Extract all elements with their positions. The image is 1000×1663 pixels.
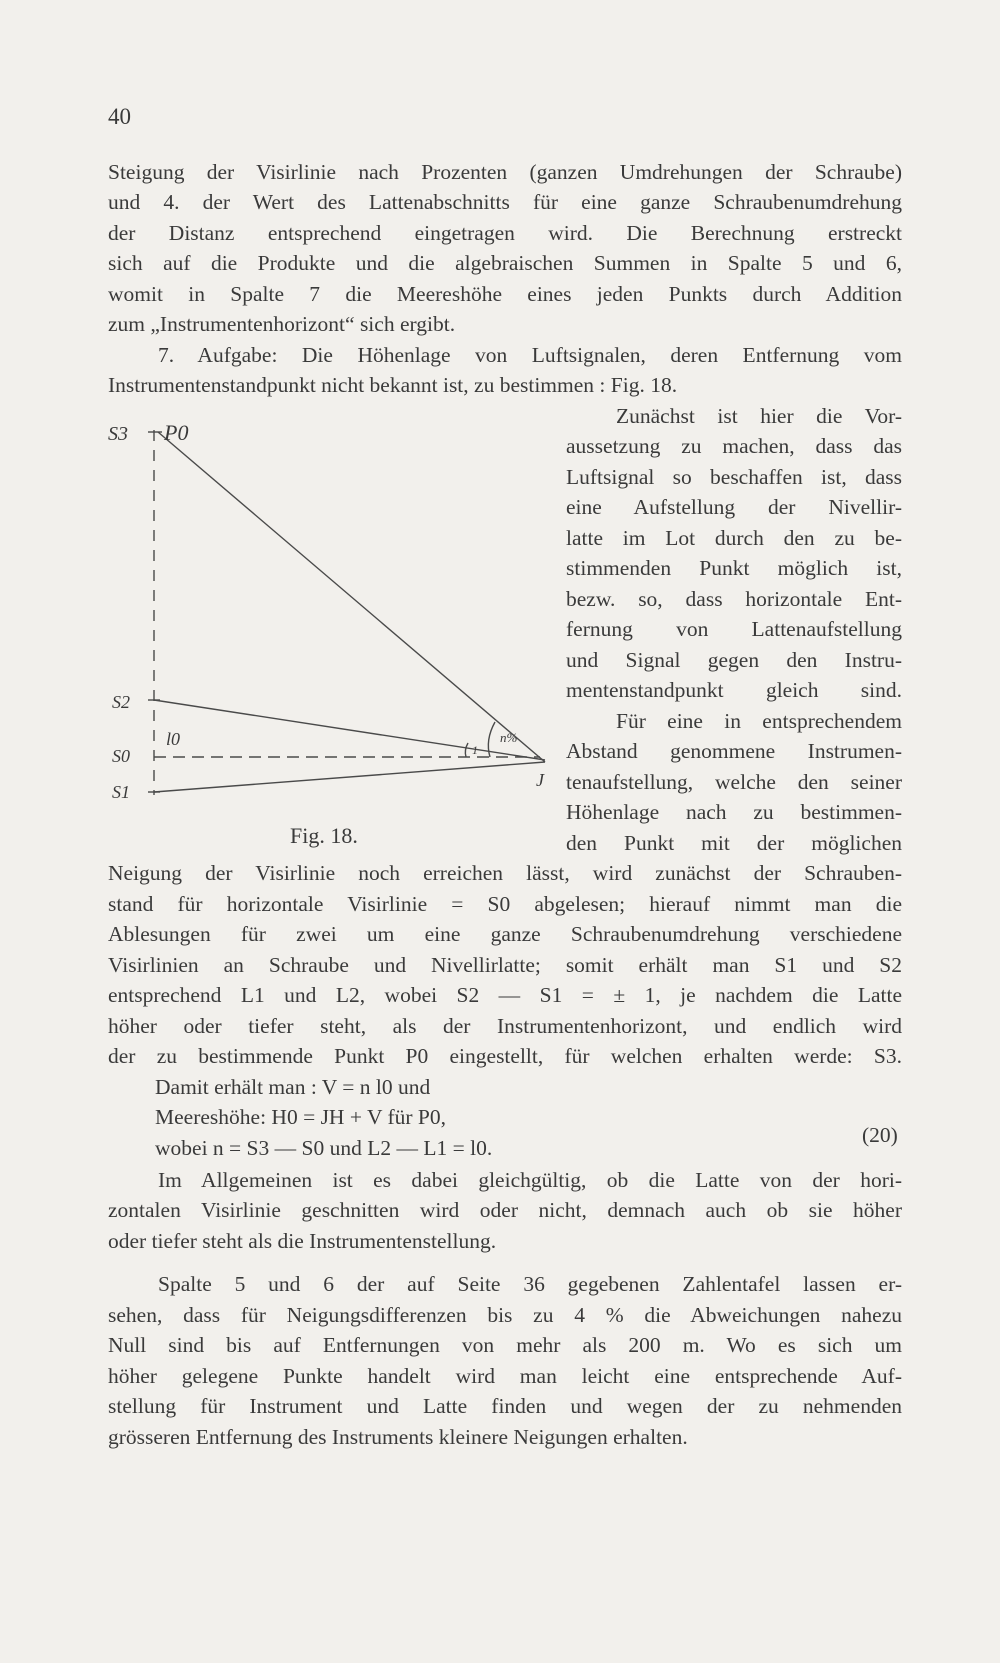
column-line: stimmenden Punkt möglich ist, — [566, 556, 902, 580]
formula-line: wobei n = S3 — S0 und L2 — L1 = l0. — [155, 1136, 493, 1160]
text-line: grösseren Entfernung des Instruments kleinere Neigungen erhalten. — [108, 1425, 688, 1449]
task-heading-line: 7. Aufgabe: Die Höhenlage von Luftsignalen, deren Entfernung vom — [158, 343, 902, 367]
text-line: sehen, dass für Neigungsdifferenzen bis zu 4 % die Abweichungen nahezu — [108, 1303, 902, 1327]
text-line: Null sind bis auf Entfernungen von mehr als 200 m. Wo es sich um — [108, 1333, 902, 1357]
sight-line-p0 — [158, 432, 545, 762]
figure-18-diagram — [100, 410, 560, 810]
label-n-percent: n% — [500, 730, 518, 745]
sight-line-s1 — [154, 762, 545, 792]
column-line: Für eine in entsprechendem — [616, 709, 902, 733]
column-line: den Punkt mit der möglichen — [566, 831, 902, 855]
equation-number: (20) — [862, 1123, 898, 1147]
label-one: 1 — [472, 743, 478, 757]
text-line: zum „Instrumentenhorizont“ sich ergibt. — [108, 312, 456, 336]
page-number: 40 — [108, 104, 131, 129]
column-line: und Signal gegen den Instru- — [566, 648, 902, 672]
text-line: entsprechend L1 und L2, wobei S2 — S1 = ± 1, je nachdem die Latte — [108, 983, 902, 1007]
column-line: fernung von Lattenaufstellung — [566, 617, 902, 641]
text-line: Neigung der Visirlinie noch erreichen lässt, wird zunächst der Schrauben- — [108, 861, 902, 885]
text-line: Spalte 5 und 6 der auf Seite 36 gegebenen Zahlentafel lassen er- — [158, 1272, 902, 1296]
text-line: sich auf die Produkte und die algebraischen Summen in Spalte 5 und 6, — [108, 251, 902, 275]
column-line: latte im Lot durch den zu be- — [566, 526, 902, 550]
text-line: oder tiefer steht als die Instrumentenstellung. — [108, 1229, 497, 1253]
column-line: Höhenlage nach zu bestimmen- — [566, 800, 902, 824]
column-line: mentenstandpunkt gleich sind. — [566, 678, 902, 702]
label-s3: S3 — [108, 423, 128, 445]
text-line: der Distanz entsprechend eingetragen wird. Die Berechnung erstreckt — [108, 221, 902, 245]
angle-arc-one — [465, 743, 468, 757]
label-p0: P0 — [164, 420, 189, 445]
label-l0: l0 — [166, 729, 181, 749]
column-line: tenaufstellung, welche den seiner — [566, 770, 902, 794]
text-line: Visirlinien an Schraube und Nivellirlatte; somit erhält man S1 und S2 — [108, 953, 902, 977]
figure-caption: Fig. 18. — [290, 823, 358, 848]
column-line: Luftsignal so beschaffen ist, dass — [566, 465, 902, 489]
text-line: Ablesungen für zwei um eine ganze Schraubenumdrehung verschiedene — [108, 922, 902, 946]
column-line: bezw. so, dass horizontale Ent- — [566, 587, 902, 611]
label-j: J — [536, 770, 544, 790]
text-line: Im Allgemeinen ist es dabei gleichgültig, ob die Latte von der hori- — [158, 1168, 902, 1192]
column-line: eine Aufstellung der Nivellir- — [566, 495, 902, 519]
text-line: und 4. der Wert des Lattenabschnitts für eine ganze Schraubenumdrehung — [108, 190, 902, 214]
label-s2: S2 — [112, 692, 130, 712]
column-line: Zunächst ist hier die Vor- — [616, 404, 902, 428]
text-line: Steigung der Visirlinie nach Prozenten (ganzen Umdrehungen der Schraube) — [108, 160, 902, 184]
text-line: höher oder tiefer steht, als der Instrumentenhorizont, und endlich wird — [108, 1014, 902, 1038]
column-line: aussetzung zu machen, dass das — [566, 434, 902, 458]
text-line: stand für horizontale Visirlinie = S0 abgelesen; hierauf nimmt man die — [108, 892, 902, 916]
label-s1: S1 — [112, 782, 130, 802]
text-line: zontalen Visirlinie geschnitten wird oder nicht, demnach auch ob sie höher — [108, 1198, 902, 1222]
text-line: der zu bestimmende Punkt P0 eingestellt, für welchen erhalten werde: S3. — [108, 1044, 902, 1068]
sight-line-s2 — [154, 700, 545, 760]
task-heading-line: Instrumentenstandpunkt nicht bekannt ist, zu bestimmen : Fig. 18. — [108, 373, 678, 397]
formula-line: Damit erhält man : V = n l0 und — [155, 1075, 431, 1099]
column-line: Abstand genommene Instrumen- — [566, 739, 902, 763]
label-s0: S0 — [112, 746, 130, 766]
text-line: stellung für Instrument und Latte finden und wegen der zu nehmenden — [108, 1394, 902, 1418]
text-line: womit in Spalte 7 die Meereshöhe eines jeden Punkts durch Addition — [108, 282, 902, 306]
formula-line: Meereshöhe: H0 = JH + V für P0, — [155, 1105, 446, 1129]
text-line: höher gelegene Punkte handelt wird man leicht eine entsprechende Auf- — [108, 1364, 902, 1388]
